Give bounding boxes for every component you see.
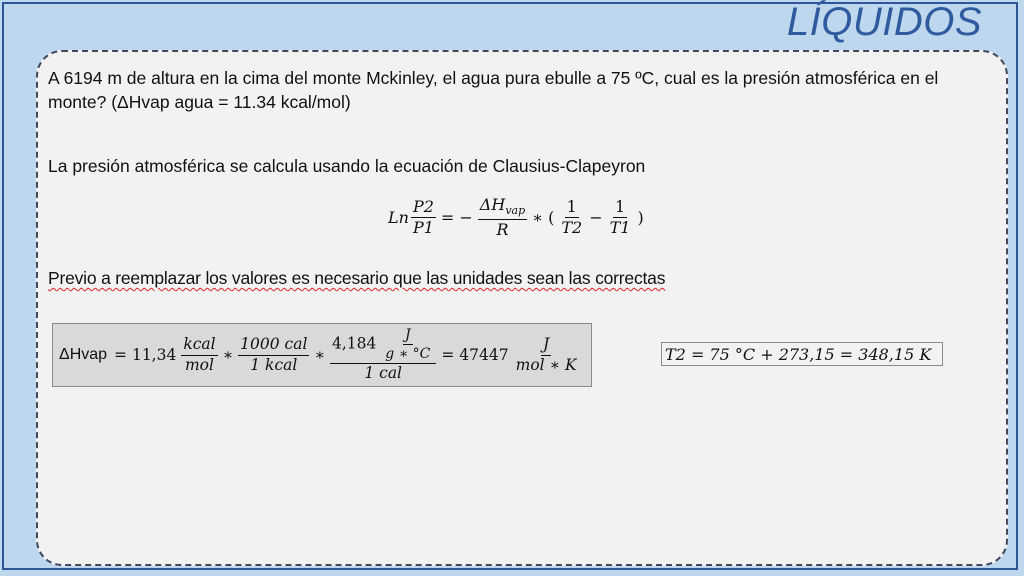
t2-conversion: T2 = 75 °C + 273,15 = 348,15 K [665,344,932,364]
mol-k-unit: mol ∗ K [515,355,577,374]
cal-per-kcal [238,336,309,375]
j-per-gc [383,327,432,362]
times-1: ∗ [222,346,234,364]
equals-minus: = − [440,208,473,228]
clausius-clapeyron-equation [388,196,647,239]
delta-h-term [478,196,527,220]
eq-value: = 11,34 [114,346,177,364]
r-term: R [496,219,509,239]
result-units [514,336,579,375]
inverse-t1 [608,198,633,238]
inverse-t2 [559,198,584,238]
t2-term: T2 [561,218,583,238]
intro-text: La presión atmosférica se calcula usando la ecuación de Clausius-Clapeyron [48,156,646,176]
val-4184: 4,184 [331,334,377,353]
times-2: ∗ [314,346,325,364]
problem-statement: A 6194 m de altura en la cima del monte Mckinley, el agua pura ebulle a 75 ºC, cual es la presión atmosférica en el monte? (ΔHvap agua = 11.34 kcal/mol) [48,68,939,112]
kcal-per-mol [181,336,217,375]
p1-term: P1 [412,218,434,238]
one-a: 1 [565,198,579,218]
n1000-cal: 1000 cal [238,336,309,356]
delta-h: ΔH [479,195,506,214]
conversion-label: ΔHvap [59,346,108,363]
specific-heat-term [330,327,436,364]
mol-unit: mol [184,355,214,374]
one-cal: 1 cal [364,364,403,383]
enthalpy-ratio [478,196,527,239]
units-warning: Previo a reemplazar los valores es necesario que las unidades sean las correctas [48,268,666,288]
j-unit: J [403,327,413,345]
g-c-unit: g ∗ °C [385,346,431,363]
close-paren: ) [637,208,644,228]
ln-symbol: Ln [388,208,409,228]
p2-term: P2 [411,198,436,218]
slide-title: LÍQUIDOS [786,0,982,44]
kcal-unit: kcal [181,336,217,356]
enthalpy-conversion-box [52,323,592,387]
t2-conversion-box [661,342,943,366]
result-value: = 47447 [441,346,509,364]
times-open: ∗ ( [532,208,555,228]
one-b: 1 [613,198,627,218]
joule-per-cal [330,327,436,383]
minus-sign: − [589,208,603,228]
t1-term: T1 [609,218,631,238]
content-panel [36,50,1008,566]
one-kcal: 1 kcal [250,355,298,374]
vap-subscript: vap [505,204,526,218]
pressure-ratio [411,198,436,238]
j-unit-2: J [541,336,551,356]
